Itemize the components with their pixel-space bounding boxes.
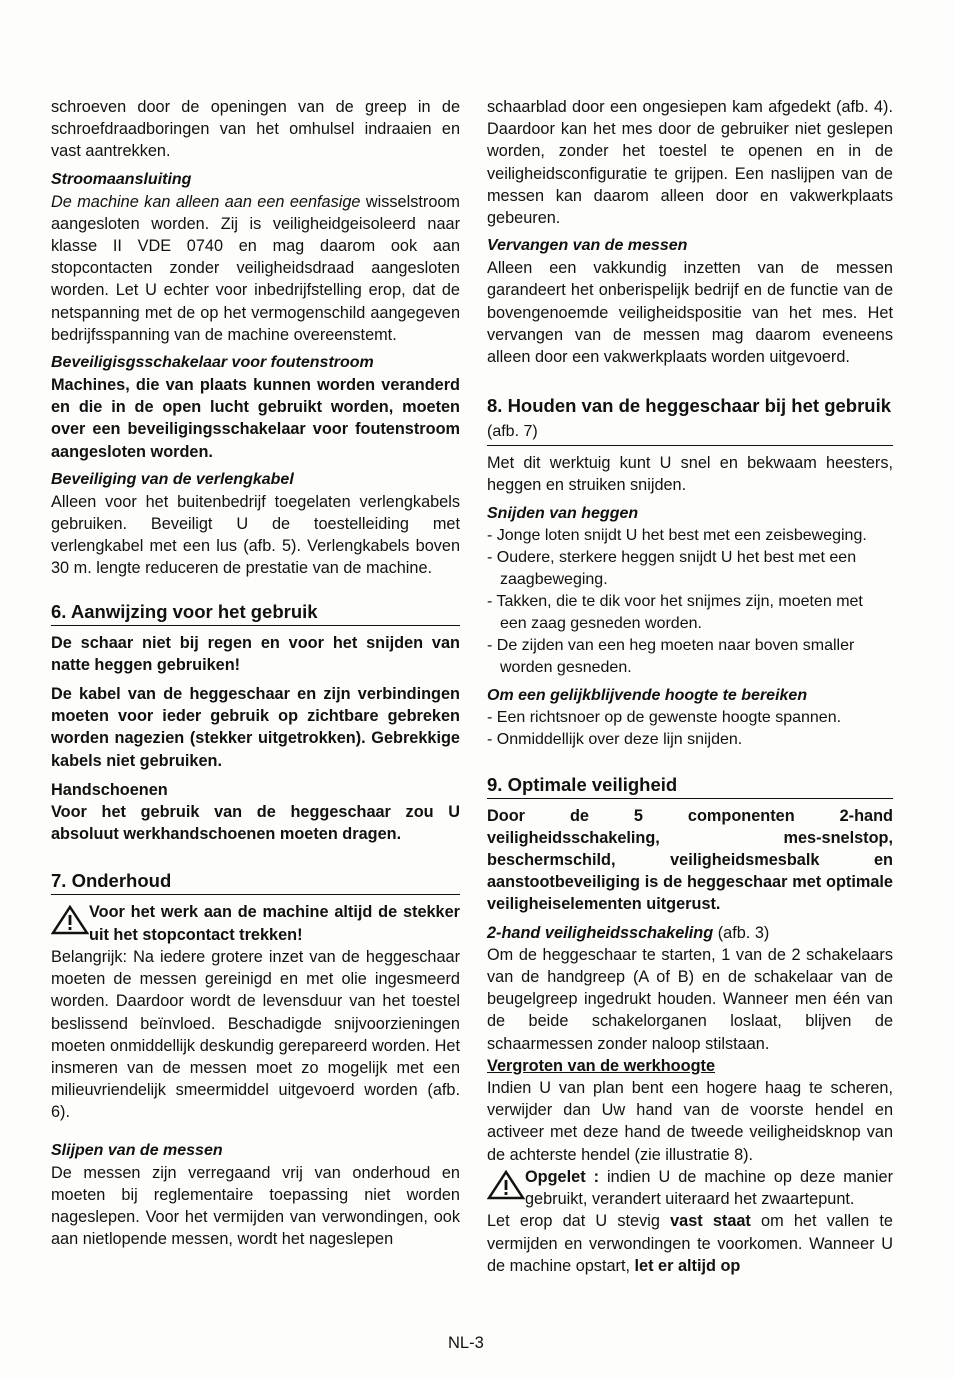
power-text: wisselstroom aangesloten worden. Zij is veiligheidgeisoleerd naar klasse II VDE 0740 en mag daarom ook aan stopcontacten zonder veiligheidsdraad aangesloten worden. Let U echter voor inbedrijfstelling erop, dat de netspanning met de op het vermogenschild aangegeven bedrijfsspanning van de machine overeenstemt. [51,192,460,344]
gloves-paragraph: Voor het gebruik van de heggeschaar zou U absoluut werkhandschoenen moeten dragen. [51,803,460,844]
page-number: NL-3 [448,1334,484,1352]
left-column [51,96,460,1250]
intro-paragraph: schroeven door de openingen van de greep in de schroefdraadboringen van het omhulsel indraaien en vast aantrekken. [51,98,460,161]
gloves-title: Handschoenen [51,780,168,799]
s7-warning-text: Voor het werk aan de machine altijd de stekker uit het stopcontact trekken! [89,903,460,944]
s6-rain-warning: De schaar niet bij regen en voor het snijden van natte heggen gebruiken! [51,633,460,674]
sharpen-title: Slijpen van de messen [51,1141,223,1159]
twohand-ref: (afb. 3) [717,923,770,942]
list-item: - Een richtsnoer op de gewenste hoogte spannen. [487,708,842,726]
caution-text: Opgelet : indien U de machine op deze manier gebruikt, verandert uiteraard het zwaartepunt. [525,1167,894,1209]
s7-warning-row [51,901,460,945]
rcd-title: Beveiligisgsschakelaar voor foutenstroom [51,354,374,372]
section-6-heading: 6. Aanwijzing voor het gebruik [51,600,460,626]
rcd-paragraph: Machines, die van plaats kunnen worden veranderd en die in de open lucht gebruikt worden, moeten over een beveiligingsschakelaar voor foutenstroom aangesloten worden. [51,376,460,461]
raise-title: Vergroten van de werkhoogte [487,1056,715,1075]
power-paragraph [51,191,460,346]
warning-triangle-icon [487,1170,525,1200]
caution-row [487,1166,893,1210]
power-title: Stroomaansluiting [51,170,192,188]
replace-title: Vervangen van de messen [487,237,688,255]
section-8-ref: (afb. 7) [487,423,538,441]
s9-intro: Door de 5 componenten 2-hand veiligheidsschakeling, mes-snelstop, beschermschild, veiligheidsmesbalk en aanstootbeveiliging is de heggeschaar met optimale veiligheiselementen uitgerust. [487,806,893,914]
section-8-title: 8. Houden van de heggeschaar bij het gebruik [487,395,892,417]
raise-paragraph: Indien U van plan bent een hogere haag te scheren, verwijder dan Uw hand van de voorste hendel en activeer met deze hand de tweede veiligheidsknop van de achterste hendel (zie illustratie 8). [487,1079,893,1164]
cut-title: Snijden van heggen [487,504,639,522]
section-8-heading [487,394,893,446]
ext-paragraph: Alleen voor het buitenbedrijf toegelaten verlengkabels gebruiken. Beveiligt U de toestelleiding met verlengkabel met een lus (afb. 5). Verlengkabels boven 30 m. lengte reduceren de prestatie van de machine. [51,492,460,578]
list-item: - Jonge loten snijdt U het best met een zeisbeweging. [487,526,867,544]
twohand-title: 2-hand veiligheidsschakeling [487,923,714,942]
ext-title: Beveiliging van de verlengkabel [51,470,294,488]
s8-intro: Met dit werktuig kunt U snel en bekwaam heesters, heggen en struiken snijden. [487,454,893,495]
twohand-title-line [487,922,893,944]
s7-paragraph: Belangrijk: Na iedere grotere inzet van de heggeschaar moeten de messen gereinigd en met olie ingesmeerd worden. Daardoor wordt de levensduur van het toestel beslissend beïnvloed. Beschadigde snijvoorzieningen moeten onmiddellijk deskundig gerepareerd worden. Het insmeren van de messen moet zo mogelijk met een milieuvriendelijk smeermiddel uitgevoerd worden (afb. 6). [51,947,460,1122]
warning-triangle-icon [51,905,89,935]
list-item: - Onmiddellijk over deze lijn snijden. [487,730,743,748]
height-list [487,707,893,751]
continued-paragraph: schaarblad door een ongesiepen kam afgedekt (afb. 4). Daardoor kan het mes door de gebruiker niet geslepen worden, zonder het toestel te openen en in de veiligheidsconfiguratie te grijpen. Een naslijpen van de messen kan daarom alleen door en vakwerkplaats gebeuren. [487,98,893,228]
s6-cable-warning: De kabel van de heggeschaar en zijn verbindingen moeten voor ieder gebruik op zichtbare gebreken worden nagezien (stekker uitgetrokken). Gebrekkige kabels niet gebruiken. [51,685,460,770]
twohand-paragraph: Om de heggeschaar te starten, 1 van de 2 schakelaars van de handgreep (A of B) en de schakelaar van de beugelgreep ingedrukt houden. Wanneer men één van de beide schakelorganen loslaat, blijven de schaarmessen zonder naloop stilstaan. [487,945,893,1053]
cut-list [487,525,893,679]
list-item: - Takken, die te dik voor het snijmes zijn, moeten met een zaag gesneden worden. [487,592,863,632]
right-column [487,96,893,1277]
power-text-italic: De machine kan alleen aan een eenfasige [51,192,361,211]
height-title: Om een gelijkblijvende hoogte te bereiken [487,686,808,704]
caution-continued: Let erop dat U stevig vast staat om het vallen te vermijden en verwondingen te voorkomen. Wanneer U de machine opstart, let er altijd op [487,1212,893,1275]
replace-paragraph: Alleen een vakkundig inzetten van de messen garandeert het onberispelijk bedrijf en de functie van de bovengenoemde veiligheidspositie van het mes. Het vervangen van de messen mag daarom eveneens alleen door een vakwerkplaats worden uitgevoerd. [487,259,893,367]
list-item: - De zijden van een heg moeten naar boven smaller worden gesneden. [487,636,855,676]
sharpen-paragraph: De messen zijn verregaand vrij van onderhoud en moeten bij reglementaire toepassing niet worden nageslepen. Voor het vermijden van verwondingen, ook aan nietlopende messen, wordt het nageslepen [51,1163,460,1249]
section-9-heading: 9. Optimale veiligheid [487,773,893,799]
section-7-heading: 7. Onderhoud [51,869,460,895]
caution-label: Opgelet : [525,1167,600,1186]
list-item: - Oudere, sterkere heggen snijdt U het best met een zaagbeweging. [487,548,857,588]
